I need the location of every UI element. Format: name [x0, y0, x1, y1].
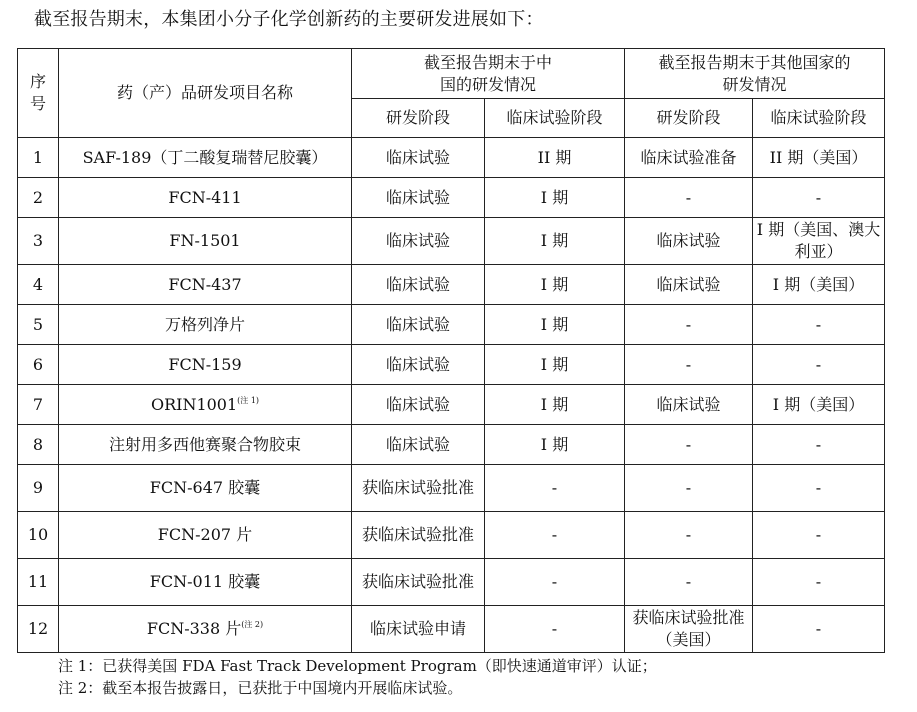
other-stage: 临床试验准备 — [625, 138, 753, 178]
other-trial: - — [753, 465, 885, 512]
china-trial: I 期 — [485, 218, 625, 265]
table-row — [18, 305, 885, 345]
other-trial: I 期（美国、澳大利亚） — [753, 218, 885, 265]
other-stage: - — [625, 559, 753, 606]
row-number: 4 — [18, 265, 59, 305]
rd-progress-table — [17, 48, 885, 653]
project-name: ORIN1001 — [150, 394, 238, 414]
project-name: FCN-207 片 — [59, 512, 352, 559]
other-trial: I 期（美国） — [753, 265, 885, 305]
china-stage: 临床试验 — [352, 345, 485, 385]
project-name: FCN-411 — [59, 178, 352, 218]
intro-text: 截至报告期末，本集团小分子化学创新药的主要研发进展如下： — [34, 9, 544, 30]
header-china-group: 截至报告期末于中国的研发情况 — [352, 49, 625, 99]
project-name: FCN-338 片 — [146, 619, 242, 638]
header-other-trial: 临床试验阶段 — [753, 99, 885, 138]
other-trial: II 期（美国） — [753, 138, 885, 178]
project-name: FN-1501 — [59, 218, 352, 265]
row-number: 3 — [18, 218, 59, 265]
project-name: FCN-159 — [59, 345, 352, 385]
other-stage: - — [625, 178, 753, 218]
project-name: 万格列净片 — [59, 305, 352, 345]
header-row-1 — [18, 49, 885, 99]
china-trial: I 期 — [485, 345, 625, 385]
other-trial: - — [753, 305, 885, 345]
china-trial: - — [485, 559, 625, 606]
china-stage: 临床试验 — [352, 265, 485, 305]
table-row — [18, 559, 885, 606]
table-row — [18, 138, 885, 178]
china-trial: - — [485, 512, 625, 559]
row-number: 10 — [18, 512, 59, 559]
project-name-cell — [59, 606, 352, 653]
other-trial: - — [753, 425, 885, 465]
china-stage: 临床试验申请 — [352, 606, 485, 653]
china-stage: 临床试验 — [352, 385, 485, 425]
footnote-marker: (注 1) — [237, 395, 260, 405]
china-trial: II 期 — [485, 138, 625, 178]
table-row — [18, 178, 885, 218]
other-stage: - — [625, 425, 753, 465]
china-trial: I 期 — [485, 305, 625, 345]
other-stage: - — [625, 512, 753, 559]
header-seq: 序号 — [18, 49, 59, 138]
other-stage: - — [625, 345, 753, 385]
project-name: 注射用多西他赛聚合物胶束 — [59, 425, 352, 465]
other-trial: - — [753, 559, 885, 606]
other-stage: 临床试验 — [625, 218, 753, 265]
row-number: 5 — [18, 305, 59, 345]
china-stage: 临床试验 — [352, 138, 485, 178]
china-trial: I 期 — [485, 425, 625, 465]
china-stage: 获临床试验批准 — [352, 512, 485, 559]
row-number: 8 — [18, 425, 59, 465]
table-row — [18, 265, 885, 305]
other-trial: - — [753, 345, 885, 385]
footnote-marker: (注 2) — [241, 620, 264, 629]
footnotes — [58, 655, 657, 699]
china-stage: 临床试验 — [352, 218, 485, 265]
table-row — [18, 465, 885, 512]
header-name: 药（产）品研发项目名称 — [59, 49, 352, 138]
header-china-stage: 研发阶段 — [352, 99, 485, 138]
china-trial: I 期 — [485, 385, 625, 425]
other-trial: I 期（美国） — [753, 385, 885, 425]
row-number: 1 — [18, 138, 59, 178]
table-row — [18, 385, 885, 425]
china-trial: - — [485, 465, 625, 512]
other-trial: - — [753, 512, 885, 559]
table-row — [18, 606, 885, 653]
row-number: 11 — [18, 559, 59, 606]
other-trial: - — [753, 606, 885, 653]
row-number: 12 — [18, 606, 59, 653]
row-number: 2 — [18, 178, 59, 218]
row-number: 7 — [18, 385, 59, 425]
table-row — [18, 512, 885, 559]
china-stage: 临床试验 — [352, 425, 485, 465]
other-stage: - — [625, 465, 753, 512]
header-other-stage: 研发阶段 — [625, 99, 753, 138]
row-number: 9 — [18, 465, 59, 512]
project-name: FCN-647 胶囊 — [59, 465, 352, 512]
header-china-trial: 临床试验阶段 — [485, 99, 625, 138]
other-stage: - — [625, 305, 753, 345]
china-trial: I 期 — [485, 178, 625, 218]
china-stage: 临床试验 — [352, 305, 485, 345]
header-other-group: 截至报告期末于其他国家的研发情况 — [625, 49, 885, 99]
china-trial: I 期 — [485, 265, 625, 305]
china-stage: 临床试验 — [352, 178, 485, 218]
footnote-2: 注 2：截至本报告披露日，已获批于中国境内开展临床试验。 — [58, 679, 463, 697]
project-name: FCN-011 胶囊 — [59, 559, 352, 606]
table-row — [18, 425, 885, 465]
other-stage: 获临床试验批准（美国） — [625, 606, 753, 653]
table-row — [18, 345, 885, 385]
other-stage: 临床试验 — [625, 385, 753, 425]
project-name-cell — [59, 385, 352, 425]
project-name: SAF-189（丁二酸复瑞替尼胶囊） — [59, 138, 352, 178]
table-row — [18, 218, 885, 265]
other-stage: 临床试验 — [625, 265, 753, 305]
other-trial: - — [753, 178, 885, 218]
china-trial: - — [485, 606, 625, 653]
row-number: 6 — [18, 345, 59, 385]
footnote-1: 注 1：已获得美国 FDA Fast Track Development Program（即快速通道审评）认证； — [58, 657, 657, 675]
china-stage: 获临床试验批准 — [352, 559, 485, 606]
china-stage: 获临床试验批准 — [352, 465, 485, 512]
project-name: FCN-437 — [59, 265, 352, 305]
